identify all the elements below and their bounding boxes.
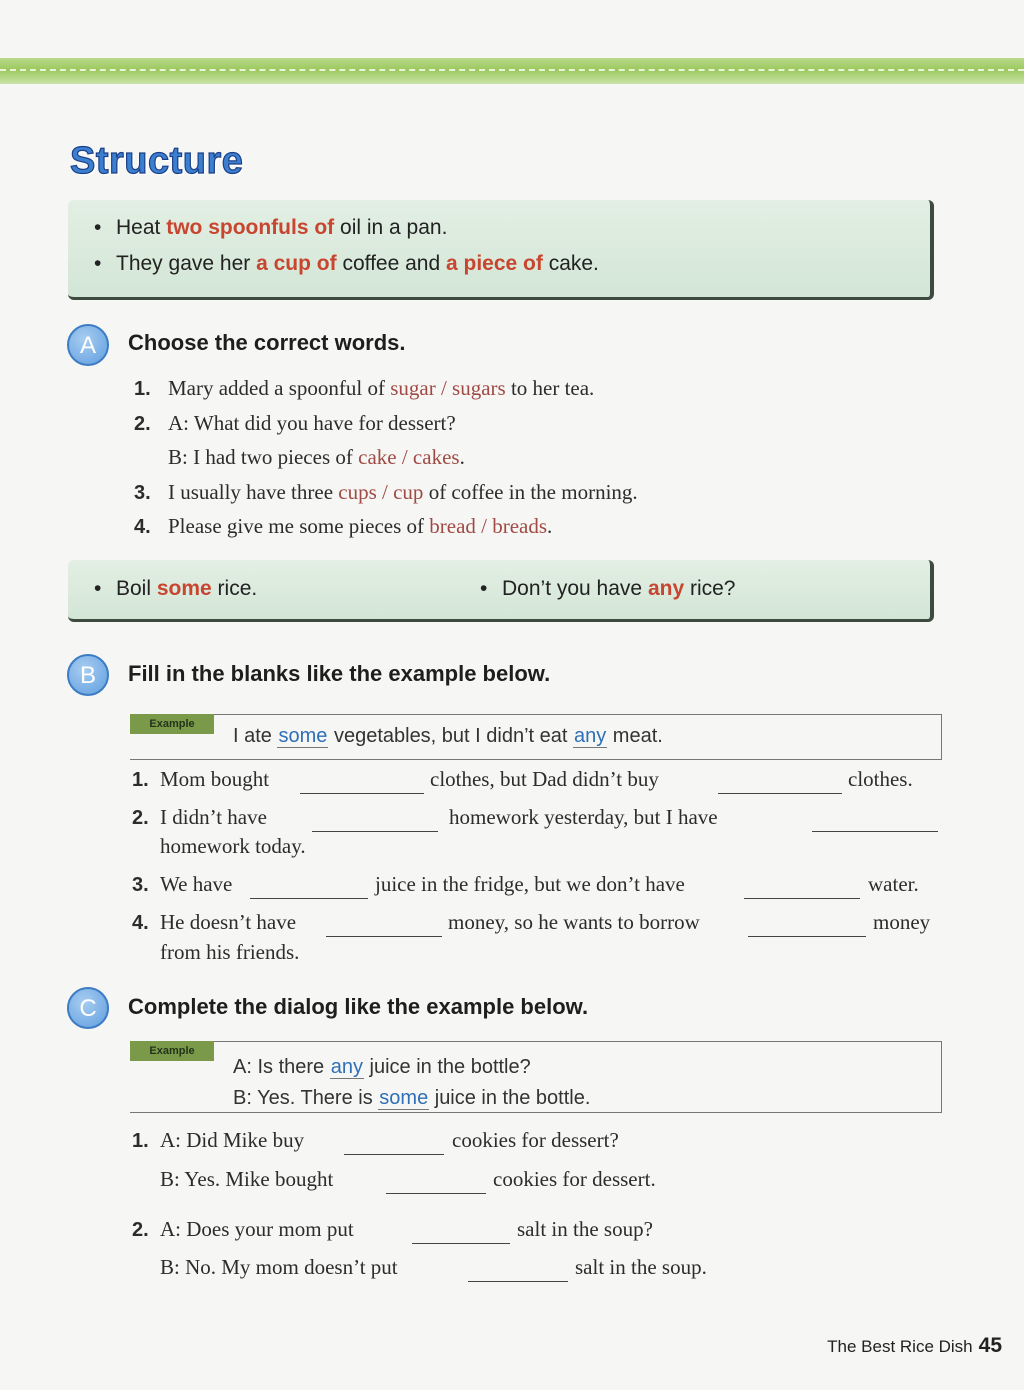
section-b-title: Fill in the blanks like the example below.: [128, 661, 551, 686]
answer-blank[interactable]: [250, 897, 368, 899]
section-c-badge: C: [67, 987, 109, 1029]
question-text: Please give me some pieces of bread / breads.: [168, 514, 553, 538]
question-text: We have: [160, 872, 233, 896]
example-line-b: B: Yes. There is some juice in the bottle.: [233, 1087, 591, 1109]
example-tag-c: Example: [130, 1041, 214, 1061]
question-number: 3.: [132, 874, 149, 896]
answer-blank[interactable]: [412, 1242, 510, 1244]
structure-line-4: • Don’t you have any rice?: [480, 577, 736, 600]
answer-blank[interactable]: [312, 830, 438, 832]
question-text: juice in the fridge, but we don’t have: [375, 872, 685, 896]
question-text: homework today.: [160, 834, 306, 858]
question-text: cookies for dessert.: [493, 1167, 656, 1191]
structure-line-1: • Heat two spoonfuls of oil in a pan.: [94, 216, 448, 239]
question-number: 1.: [134, 378, 151, 400]
question-number: 4.: [134, 516, 151, 538]
question-text: money, so he wants to borrow: [448, 910, 700, 934]
section-a-badge: A: [67, 324, 109, 366]
structure-line-3: • Boil some rice.: [94, 577, 258, 600]
answer-blank[interactable]: [812, 830, 938, 832]
answer-blank[interactable]: [468, 1280, 568, 1282]
question-text: A: Does your mom put: [160, 1217, 354, 1241]
question-text: homework yesterday, but I have: [449, 805, 718, 829]
question-number: 1.: [132, 1130, 149, 1152]
answer-blank[interactable]: [748, 935, 866, 937]
question-text: clothes, but Dad didn’t buy: [430, 767, 659, 791]
answer-blank[interactable]: [300, 792, 424, 794]
question-text: A: What did you have for dessert?: [168, 411, 456, 435]
question-text: Mary added a spoonful of sugar / sugars to her tea.: [168, 376, 595, 400]
question-text: B: Yes. Mike bought: [160, 1167, 334, 1191]
answer-blank[interactable]: [744, 897, 860, 899]
question-text: salt in the soup.: [575, 1255, 707, 1279]
question-text: He doesn’t have: [160, 910, 297, 934]
question-text: water.: [868, 872, 919, 896]
question-number: 3.: [134, 482, 151, 504]
question-text: salt in the soup?: [517, 1217, 653, 1241]
question-number: 1.: [132, 769, 149, 791]
question-text: A: Did Mike buy: [160, 1128, 305, 1152]
answer-blank[interactable]: [718, 792, 842, 794]
question-text: B: I had two pieces of cake / cakes.: [168, 445, 465, 469]
page-footer: [827, 1334, 1002, 1358]
question-text: I usually have three cups / cup of coffee in the morning.: [168, 480, 638, 504]
question-text: money: [873, 910, 931, 934]
answer-blank[interactable]: [344, 1153, 444, 1155]
page-number: 45: [978, 1334, 1002, 1357]
question-text: from his friends.: [160, 940, 300, 964]
structure-heading: Structure: [70, 140, 244, 182]
structure-line-2: • They gave her a cup of coffee and a piece of cake.: [94, 252, 599, 275]
question-number: 4.: [132, 912, 149, 934]
question-number: 2.: [132, 1219, 149, 1241]
section-c-title: Complete the dialog like the example below.: [128, 994, 589, 1019]
answer-blank[interactable]: [326, 935, 442, 937]
example-tag-b: Example: [130, 714, 214, 734]
question-text: cookies for dessert?: [452, 1128, 619, 1152]
section-b-badge: B: [67, 654, 109, 696]
top-border-band: [0, 58, 1024, 84]
answer-blank[interactable]: [386, 1192, 486, 1194]
question-text: clothes.: [848, 767, 913, 791]
question-number: 2.: [134, 413, 151, 435]
structure-box-2: [68, 560, 934, 622]
example-sentence-b: I ate some vegetables, but I didn’t eat any meat.: [233, 725, 663, 747]
question-number: 2.: [132, 807, 149, 829]
book-title: The Best Rice Dish: [827, 1337, 973, 1356]
example-line-a: A: Is there any juice in the bottle?: [233, 1056, 531, 1078]
section-a-title: Choose the correct words.: [128, 330, 406, 355]
question-text: B: No. My mom doesn’t put: [160, 1255, 398, 1279]
question-text: I didn’t have: [160, 805, 267, 829]
structure-box-1: [68, 200, 934, 300]
question-text: Mom bought: [160, 767, 270, 791]
